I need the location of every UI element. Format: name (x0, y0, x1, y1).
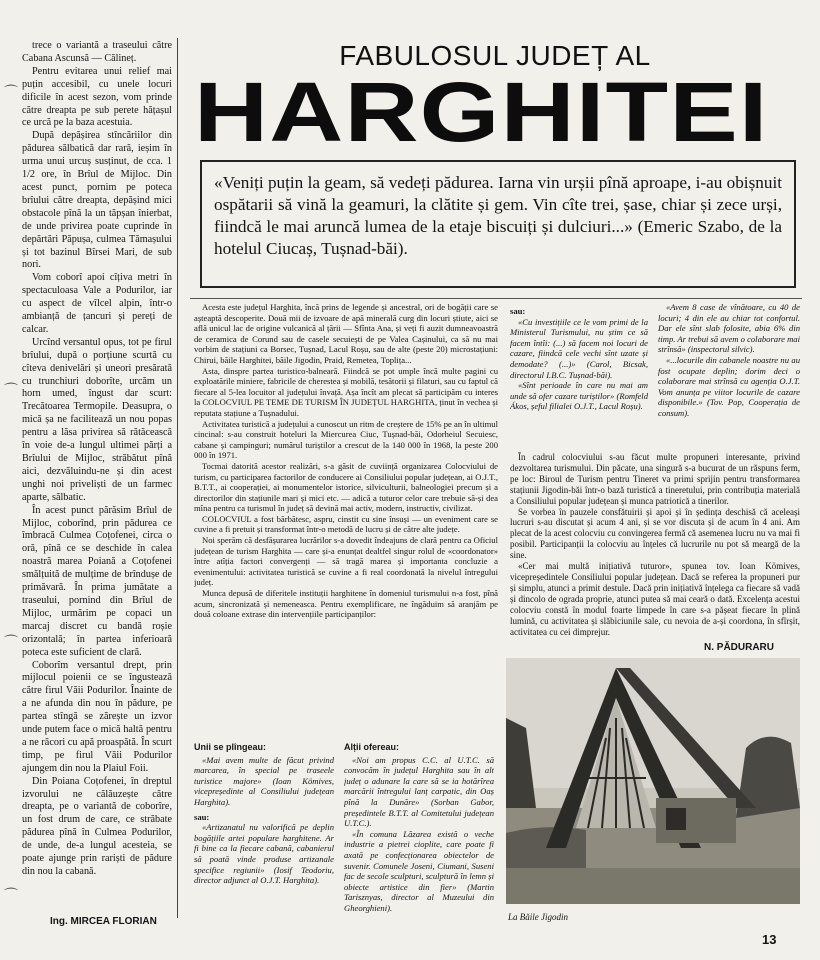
left-paragraph: După depășirea stîncăriilor din pădurea sălbatică dar rară, ieșim în urma unui urcuș susținut, de cca. 1 1/2 ore, în Brîul de Mijloc. Din acest punct, pornim pe poteca brîului către dreapta, depășind mici obstacole pînă la un tăpșan înierbat, de unde privirea poate cuprinde în depărtări Păpușa, culmea Tămașului și tot bazinul Bîrsei Mari, de sub nori. (22, 130, 172, 271)
section-rule (190, 298, 802, 299)
article-paragraph: Acesta este județul Harghita, încă prins de legende și ancestral, ori de bogății care se așteaptă descoperite. Două mii de izvoare de apă minerală curg din locuri știute, aici se află unicul lac de origine vulcanică al țării — Sfînta Ana, și veți fi auzit dumneavoastră de ceramica de Corund sau de casele secuiești de pe Valea Cașinului, ca să nu mai vorbim de stațiuni ca Borsec, Tușnad, Lacul Roșu, sau de alte (peste 20) microstațiuni: Chirui, băile Harghitei, băile Jigodin, Praid, Remetea, Toplița... (194, 302, 498, 365)
headline-title-band (194, 80, 800, 148)
photo-caption: La Băile Jigodin (508, 912, 568, 922)
article-paragraph: Activitatea turistică a județului a cunoscut un ritm de creștere de 15% pe an în ultimul cincinal: s-au construit hoteluri la Miercurea Ciuc, Tușnad-băi, Odorheiul Secuiesc, cabane și campinguri; numărul turiștilor a crescut de la 140 000 în 1968, la peste 200 000 în 1971. (194, 418, 498, 461)
left-paragraph: Pentru evitarea unui relief mai puțin accesibil, cu unele locuri dificile în acest sezon, vom prinde către dreapta pe sub perete hățașul ce urcă pe la baza acestuia. (22, 65, 172, 129)
headline-kicker: FABULOSUL JUDEȚ AL (339, 40, 651, 71)
article-paragraph: Noi sperăm că desfășurarea lucrărilor s-a dovedit îndeajuns de clară pentru ca Oficiul județean de turism Harghita — care și-a enunțat dealtfel singur rolul de «coordonator» între atîția factori convergenți — să tragă marea și importanta concluzie a evenimentului: activitatea turistică se cuvine a fi real coordonată la nivelul întregului județ. (194, 535, 498, 588)
quotes-column-a (194, 742, 334, 910)
quote-item: sau: (510, 306, 526, 316)
quote-item: «Artizanatul nu valorifică pe deplin bogățiile artei populare harghitene. Ar fi bine ca la fiecare cabană, cabanierul să poată vinde produse artizanale specifice regiunii» (Iosif Teodoriu, director adjunct al O.J.T. Harghita). (194, 822, 334, 886)
left-signature: Ing. MIRCEA FLORIAN (50, 916, 157, 927)
left-paragraph: Urcînd versantul opus, tot pe firul brîului, după o porțiune scurtă cu cîteva denivelări și uneori presărată cu trunchiuri doborîte, urcăm un horn umed, îngust dar scurt: Trecătoarea Termopile. Deasupra, o mică șa ne facilitează un nou popas pentru a lăsa privirea să rătăcească în voie de-a lungul ultimei părți a Brîului de Mijloc, străbătut pînă aici, dezvăluindu-ne și din acest unghi noi priveliști de un farmec aparte, sălbatic. (22, 336, 172, 503)
quote-item: «Cu investițiile ce le vom primi de la Ministerul Turismului, nu știm ce să facem întîi: (...) să facem noi locuri de cazare, fiindcă cele vechi sînt uzate și demodate? (...)» (Carol, Bicsak, directorul I.B.C. Tușnad-băi). (510, 316, 648, 380)
headline-title: HARGHITEI (194, 80, 769, 148)
column-divider (177, 38, 178, 918)
margin-mark: ⌒ (4, 384, 18, 399)
article-paragraph: COLOCVIUL a fost bărbătesc, aspru, cinstit cu sine însuși — un eveniment care se cuvine a fi pretuit și transformat într-o metodă de lucru și de către alte județe. (194, 513, 498, 535)
quote-item: «În comuna Lăzarea există o veche industrie a pietrei cioplite, care poate fi axată pe confecționarea obiectelor de suvenir. Comunele Joseni, Ciumani, Suseni fac de secole sculpturi, sculptură în lemn și obiecte artistice din fier» (Martin Tarisznyas, director al Muzeului din Gheorghieni). (344, 828, 494, 913)
article-intro (194, 302, 498, 722)
left-paragraph: În acest punct părăsim Brîul de Mijloc, coborînd, prin pădurea ce îmbracă Culmea Coțofenei, circa o oră, pînă ce se deschide în calea noastră marea Poiană a Coțofenei smălțuită de mulțime de brîndușe de primăvară. În prima jumătate a traseului, pornind din Brîul de Mijloc, urmărim pe copaci un marcaj discret cu bandă roșie orizontală; în partea inferioară poteca este suficient de clară. (22, 504, 172, 658)
article-closing (510, 452, 800, 640)
column-a-heading: Unii se plîngeau: (194, 742, 267, 752)
article-paragraph: Asta, dinspre partea turistico-balneară. Fiindcă se pot umple încă multe pagini cu exploatările miniere, fabricile de cherestea și mobilă, tesătorii și filaturi, sau cu faptul că fiecare al 5-lea locuitor al județului învață. Așa încît am plecat să participăm cu interes la COLOCVIUL PE TEME DE TURISM ÎN JUDEȚUL HARGHITA, ținut în vechea și reputata stațiune a Tușnadului. (194, 365, 498, 418)
margin-mark: ⌒ (4, 889, 18, 904)
article-paragraph: Tocmai datorită acestor realizări, s-a găsit de cuviință organizarea Colocviului de turism, cu participarea factorilor de conducere ai Consiliului popular județean, ai O.J.T., B.T.T., ai cooperației, ai monumentelor istorice, silviculturii, balneologiei precum și a directorilor din stațiunile mari și mici etc. — adică a tuturor celor care trebuie să-și dea mîna pentru ca turismul în județ să devină mai activ, modern, instructiv, civilizat. (194, 460, 498, 514)
left-paragraph: trece o variantă a traseului către Cabana Ascunsă — Călineț. (22, 40, 172, 64)
margin-mark: ⌒ (4, 636, 18, 651)
chalet-photo (506, 658, 800, 904)
article-paragraph: Munca depusă de diferitele instituții harghitene în domeniul turismului n-a fost, pînă acum, sincronizată și nemeneasca. Pentru exemplificare, ne îngăduim să aranjăm pe două coloane extrase din intervențiile participanților: (194, 588, 498, 620)
column-b-heading: Alții ofereau: (344, 742, 400, 752)
quote-item: «Sînt perioade în care nu mai am unde să ofer cazare turiștilor» (Romfeld Ákos, șeful filialei O.J.T., Lacul Roșu). (510, 380, 648, 412)
article-signature: N. PĂDURARU (704, 642, 774, 653)
left-paragraph: Vom coborî apoi cîțiva metri în spectaculoasa Vale a Podurilor, iar cu aspect de vîlcel alpin, într-o ambianță de țancuri și pereți de calcar. (22, 272, 172, 335)
quotes-column-d (658, 302, 800, 446)
margin-mark: ⌒ (4, 86, 18, 101)
quote-item: «Mai avem multe de făcut privind marcarea, în special pe traseele turistice majore» (Ioan Kömives, vicepreședinte al Consiliului județean Harghita). (194, 754, 334, 807)
quote-item: «Noi am propus C.C. al U.T.C. să convocăm în județul Harghita sau în alt județ o adunare la care să se ia hotărîrea marcării întregului lanț carpatic, din Oaș pînă la Dunăre» (Sorban Gabor, președintele B.T.T. al Comitetului județean U.T.C.). (344, 754, 494, 829)
left-paragraph: Din Poiana Coțofenei, în dreptul izvorului ne călăuzește către dreapta, pe o variantă de coborîre, un fost drum de care, ce străbate pădurea pînă în Culmea Podurilor, de unde, de-a lungul acesteia, se poate ajunge prin rariști de pădure din nou la cabană. (22, 775, 172, 877)
chalet-illustration (506, 658, 800, 904)
quotes-column-c (510, 302, 648, 446)
quote-item: «...locurile din cabanele noastre nu au fost ocupate deplin; dorim deci o colaborare mai strînsă cu agenția O.J.T. Vom anunța pe viitor locurile de cazare disponibile.» (Tov. Pop, Cooperația de consum). (658, 354, 800, 418)
page-number: 13 (762, 932, 777, 947)
quote-item: «Avem 8 case de vînătoare, cu 40 de locuri; 4 din ele au chiar tot confortul. Dar ele sînt slab folosite, abia 6% din timp. Ar trebui să avem o colaborare mai strînsă» (inspectorul silvic). (658, 302, 800, 355)
closing-paragraph: «Cer mai multă inițiativă tuturor», spunea tov. Ioan Kömives, vicepreședintele Consiliului popular județean. Dacă se referea la propuneri pur și simplu, atunci a primit destule. Dacă prin inițiativă înțelega ca fiecare să vadă și dincolo de ograda proprie, atunci putea să mai ceară o dată. Excelența acestui colocviu constă în modul foarte limpede în care s-a pășeat fiecare în plină lumină, cu activitatea și slăbiciunile sale, cu nevoia de a-și coordona, în sfîrșit, activitatea cu cei dimprejur. (510, 561, 800, 637)
closing-paragraph: Se vorbea în pauzele consfătuirii și apoi și în ședința deschisă că aceleași lucruri s-au discutat și acum 4 ani, și se vor discuta și de acum în 4 ani. Am plecat de la acest colocviu cu convingerea fermă că asemenea lucru nu va mai fi posibil. Participanții la colocviu au înțeles că lucrurile nu pot să meargă de la sine. (510, 506, 800, 561)
pull-quote: «Veniți puțin la geam, să vedeți pădurea. Iarna vin urșii pînă aproape, i-au obișnuit ospătarii să vină la geamuri, la clătite și gem. Vin cîte trei, șase, chiar și zece urși, fiindcă le mai aruncă lumea de la etaje biscuiți și dulciuri...» (Emeric Szabo, de la hotelul Ciucaș, Tușnad-băi). (200, 160, 796, 288)
left-paragraph: Coborîm versantul drept, prin mijlocul poienii ce se îngustează către firul Văii Podurilor. Înainte de a ne afunda din nou în pădure, pe partea stîngă se zărește un izvor unde putem face o mică haltă pentru a ne răcori cu apă proaspătă. În scurt timp, pe firul Văii Podurilor ajungem din nou la Plaiul Foii. (22, 659, 172, 774)
quote-item: sau: (194, 811, 210, 822)
left-column (22, 40, 172, 910)
quotes-column-b (344, 742, 494, 932)
closing-paragraph: În cadrul colocviului s-au făcut multe propuneri interesante, privind dezvoltarea turismului. Din păcate, una singură s-a bucurat de un răspuns ferm, pe loc: Biroul de Turism pentru Tineret va primi sprijin pentru transformarea stațiunii Jigodin-băi într-o bază turistică a tineretului, prin contribuția materială a Consiliului popular județean și munca patriotică a tinerilor. (510, 452, 800, 506)
